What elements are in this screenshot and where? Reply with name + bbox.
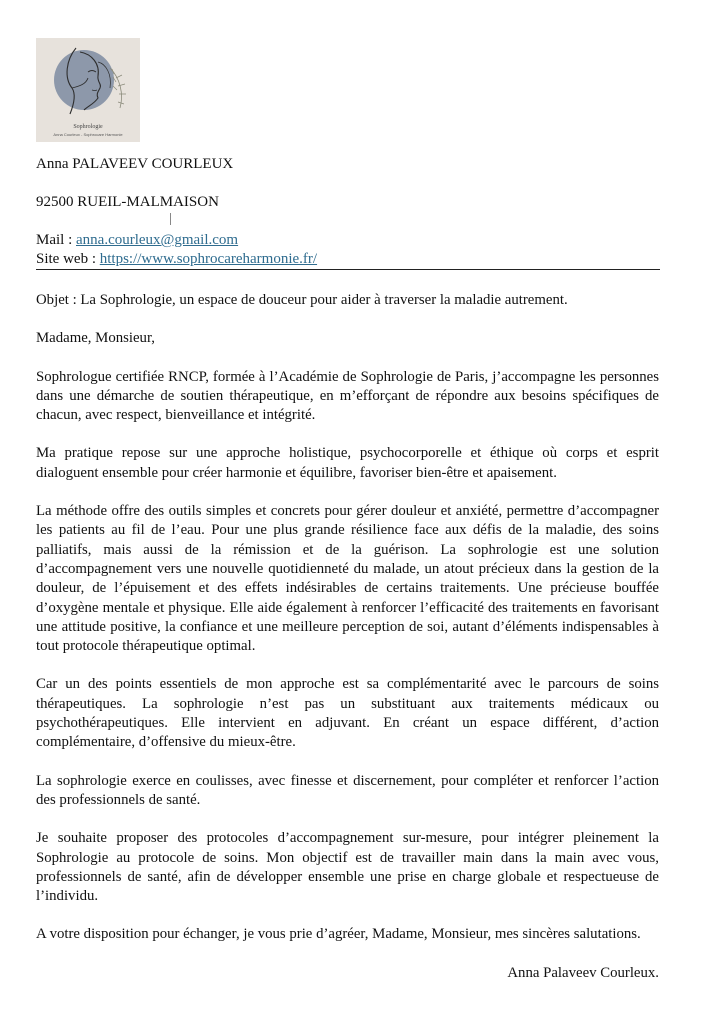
letter-body [36, 291, 659, 1002]
sender-name: Anna PALAVEEV COURLEUX [36, 156, 234, 172]
mail-line [36, 231, 238, 250]
paragraph-5: La sophrologie exerce en coulisses, avec finesse et discernement, pour compléter et renforcer l’action des professionnels de santé. [36, 772, 659, 808]
paragraph-7: A votre disposition pour échanger, je vous prie d’agréer, Madame, Monsieur, mes sincères salutations. [36, 926, 641, 943]
letter-salutation: Madame, Monsieur, [36, 330, 155, 347]
site-link[interactable]: https://www.sophrocareharmonie.fr/ [99, 251, 318, 267]
paragraph-3: La méthode offre des outils simples et concrets pour gérer douleur et anxiété, permettre d’accompagner les patients au fil de l’eau. Pour une plus grande résilience face aux défis de la maladie, des soins palliatifs, mais aussi de la rémission et de la guérison. La sophrologie est une solution d’accompagnement vers une nouvelle quotidienneté du malade, un atout précieux dans la gestion de la douleur, de l’épuisement et des effets indésirables de certains traitements. Une précieuse bouffée d’oxygène mentale et physique. Elle aide également à renforcer l’efficacité des traitements en favorisant une attitude positive, la confiance et une meilleure perception de soi, autant d’éléments indispensables à tout protocole thérapeutique optimal. [36, 503, 659, 655]
letter-object: Objet : La Sophrologie, un espace de douceur pour aider à traverser la maladie autrement. [36, 292, 568, 308]
logo-subtitle: Anna Courleux - Sophrocare Harmonie [53, 132, 123, 137]
site-line [36, 250, 317, 269]
cropped-address-line [36, 174, 246, 180]
mail-label: Mail : [36, 232, 76, 248]
paragraph-2: Ma pratique repose sur une approche holistique, psychocorporelle et éthique où corps et esprit dialoguent ensemble pour créer harmonie et équilibre, favoriser bien-être et apaisement. [36, 445, 659, 481]
cursor-mark [170, 213, 171, 225]
header-divider [36, 269, 660, 270]
mail-link[interactable]: anna.courleux@gmail.com [76, 232, 239, 248]
sophrologie-logo [36, 38, 140, 142]
logo-title: Sophrologie [73, 124, 103, 130]
signature: Anna Palaveev Courleux. [507, 964, 659, 981]
paragraph-6: Je souhaite proposer des protocoles d’accompagnement sur-mesure, pour intégrer pleinement la Sophrologie au protocole de soins. Mon objectif est de travailler main dans la main avec vous, professionnels de santé, afin de développer ensemble une prise en charge globale et respectueuse de l’individu. [36, 830, 659, 905]
paragraph-4: Car un des points essentiels de mon approche est sa complémentarité avec le parcours de soins thérapeutiques. La sophrologie n’est pas un substituant aux traitements médicaux ou psychothérapeutiques. Elle intervient en adjuvant. En créant un espace différent, d’action complémentaire, d’offensive du mieux-être. [36, 676, 659, 751]
sender-city: 92500 RUEIL-MALMAISON [36, 194, 219, 210]
site-label: Site web : [36, 251, 96, 267]
paragraph-1: Sophrologue certifiée RNCP, formée à l’Académie de Sophrologie de Paris, j’accompagne les personnes dans une démarche de soutien thérapeutique, en m’efforçant de répondre aux besoins spécifiques de chacun, avec respect, bienveillance et intégrité. [36, 368, 659, 424]
